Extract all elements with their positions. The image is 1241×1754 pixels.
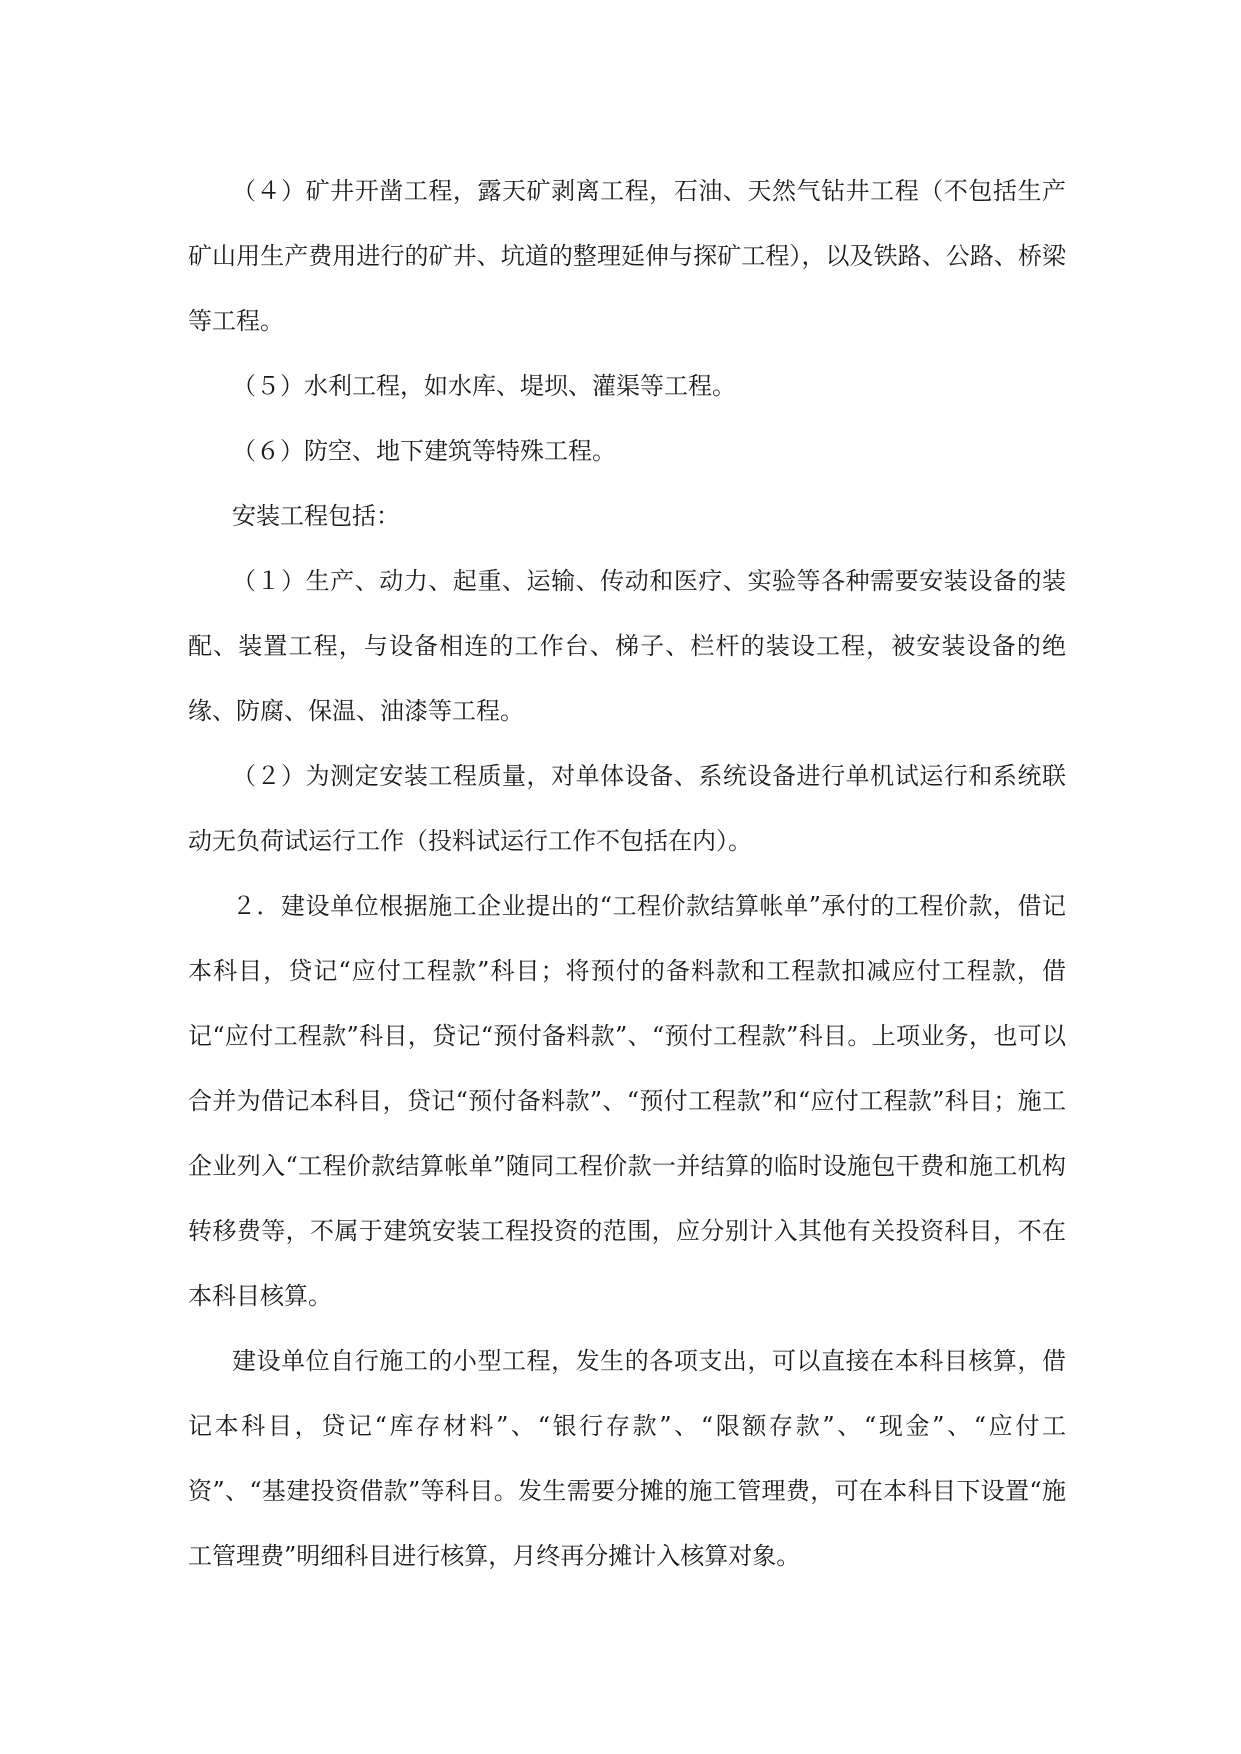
document-body xyxy=(188,159,1066,1589)
paragraph-installation-heading: 安装工程包括： xyxy=(232,502,400,530)
paragraph-mining-engineering: （４）矿井开凿工程，露天矿剥离工程，石油、天然气钻井工程（不包括生产矿山用生产费用进行的矿井、坑道的整理延伸与探矿工程），以及铁路、公路、桥梁等工程。 xyxy=(188,177,1066,335)
paragraph-self-construction: 建设单位自行施工的小型工程，发生的各项支出，可以直接在本科目核算，借记本科目，贷记“库存材料”、“银行存款”、“限额存款”、“现金”、“应付工资”、“基建投资借款”等科目。发生需要分摊的施工管理费，可在本科目下设置“施工管理费”明细科目进行核算，月终再分摊计入核算对象。 xyxy=(188,1347,1066,1570)
paragraph-installation-item-1: （１）生产、动力、起重、运输、传动和医疗、实验等各种需要安装设备的装配、装置工程，与设备相连的工作台、梯子、栏杆的装设工程，被安装设备的绝缘、防腐、保温、油漆等工程。 xyxy=(188,567,1066,725)
paragraph-water-conservancy: （５）水利工程，如水库、堤坝、灌渠等工程。 xyxy=(232,372,736,400)
paragraph-air-defense: （６）防空、地下建筑等特殊工程。 xyxy=(232,437,616,465)
paragraph-installation-item-2: （２）为测定安装工程质量，对单体设备、系统设备进行单机试运行和系统联动无负荷试运行工作（投料试运行工作不包括在内）。 xyxy=(188,762,1066,855)
paragraph-section-2: ２．建设单位根据施工企业提出的“工程价款结算帐单”承付的工程价款，借记本科目，贷记“应付工程款”科目；将预付的备料款和工程款扣减应付工程款，借记“应付工程款”科目，贷记“预付备料款”、“预付工程款”科目。上项业务，也可以合并为借记本科目，贷记“预付备料款”、“预付工程款”和“应付工程款”科目；施工企业列入“工程价款结算帐单”随同工程价款一并结算的临时设施包干费和施工机构转移费等，不属于建筑安装工程投资的范围，应分别计入其他有关投资科目，不在本科目核算。 xyxy=(188,892,1066,1310)
